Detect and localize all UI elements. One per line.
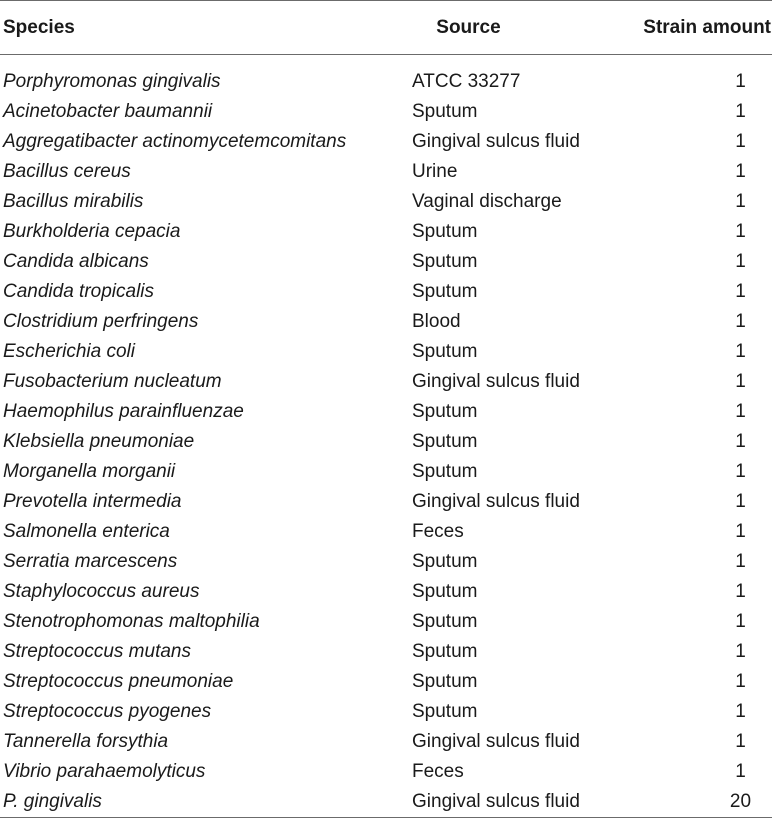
table-row xyxy=(0,727,772,757)
source-cell: Gingival sulcus fluid xyxy=(412,131,580,152)
strain-amount-cell: 1 xyxy=(735,701,746,722)
source-cell: Blood xyxy=(412,311,461,332)
species-cell: Serratia marcescens xyxy=(3,551,178,572)
strain-amount-cell: 1 xyxy=(735,341,746,362)
strain-amount-cell: 1 xyxy=(735,521,746,542)
table-row xyxy=(0,247,772,277)
table-row xyxy=(0,547,772,577)
table-row xyxy=(0,577,772,607)
species-cell: Tannerella forsythia xyxy=(3,731,169,752)
source-cell: Sputum xyxy=(412,431,478,452)
species-cell: Fusobacterium nucleatum xyxy=(3,371,222,392)
species-cell: Acinetobacter baumannii xyxy=(3,101,213,122)
table-row xyxy=(0,757,772,787)
source-cell: Urine xyxy=(412,161,458,182)
strain-amount-cell: 1 xyxy=(735,491,746,512)
species-cell: Porphyromonas gingivalis xyxy=(3,71,221,92)
table-row xyxy=(0,367,772,397)
source-cell: Sputum xyxy=(412,101,478,122)
table-row xyxy=(0,157,772,187)
strain-amount-cell: 1 xyxy=(735,101,746,122)
species-cell: Prevotella intermedia xyxy=(3,491,182,512)
species-cell: Candida albicans xyxy=(3,251,149,272)
species-cell: Morganella morganii xyxy=(3,461,176,482)
source-cell: Sputum xyxy=(412,641,478,662)
species-cell: Streptococcus pyogenes xyxy=(3,701,212,722)
source-cell: Gingival sulcus fluid xyxy=(412,371,580,392)
strain-amount-cell: 1 xyxy=(735,611,746,632)
species-cell: Candida tropicalis xyxy=(3,281,155,302)
strain-amount-cell: 1 xyxy=(735,251,746,272)
table-row xyxy=(0,487,772,517)
strain-amount-cell: 1 xyxy=(735,131,746,152)
strain-amount-cell: 1 xyxy=(735,161,746,182)
source-cell: Gingival sulcus fluid xyxy=(412,491,580,512)
table-row xyxy=(0,277,772,307)
table-row xyxy=(0,397,772,427)
strain-amount-cell: 1 xyxy=(735,221,746,242)
strain-amount-cell: 1 xyxy=(735,71,746,92)
table-row xyxy=(0,457,772,487)
strain-amount-cell: 1 xyxy=(735,551,746,572)
table-row xyxy=(0,217,772,247)
species-cell: Streptococcus mutans xyxy=(3,641,191,662)
species-cell: Klebsiella pneumoniae xyxy=(3,431,195,452)
species-cell: Vibrio parahaemolyticus xyxy=(3,761,206,782)
source-cell: Gingival sulcus fluid xyxy=(412,731,580,752)
table-row xyxy=(0,307,772,337)
strain-amount-cell: 1 xyxy=(735,401,746,422)
species-cell: Escherichia coli xyxy=(3,341,135,362)
header-strain-amount: Strain amount xyxy=(619,1,772,55)
source-cell: ATCC 33277 xyxy=(412,71,521,92)
species-cell: Staphylococcus aureus xyxy=(3,581,200,602)
source-cell: Sputum xyxy=(412,581,478,602)
source-cell: Gingival sulcus fluid xyxy=(412,787,619,818)
strain-amount-cell: 1 xyxy=(735,191,746,212)
table-row xyxy=(0,517,772,547)
header-source: Source xyxy=(412,1,619,55)
header-species: Species xyxy=(0,1,412,55)
table-header xyxy=(0,1,772,55)
strain-amount-cell: 1 xyxy=(735,731,746,752)
table-body xyxy=(0,55,772,818)
source-cell: Feces xyxy=(412,761,464,782)
strain-amount-cell: 1 xyxy=(735,641,746,662)
species-cell: Haemophilus parainfluenzae xyxy=(3,401,244,422)
source-cell: Sputum xyxy=(412,611,478,632)
strain-amount-cell: 1 xyxy=(735,371,746,392)
source-cell: Sputum xyxy=(412,251,478,272)
species-cell: Salmonella enterica xyxy=(3,521,170,542)
strain-amount-cell: 1 xyxy=(735,311,746,332)
strain-amount-cell: 20 xyxy=(619,787,772,818)
source-cell: Sputum xyxy=(412,341,478,362)
source-cell: Sputum xyxy=(412,281,478,302)
table-row xyxy=(0,697,772,727)
source-cell: Sputum xyxy=(412,461,478,482)
table-row xyxy=(0,667,772,697)
species-cell: Bacillus cereus xyxy=(3,161,131,182)
table-row xyxy=(0,427,772,457)
table-row xyxy=(0,787,772,818)
species-cell: Streptococcus pneumoniae xyxy=(3,671,234,692)
source-cell: Sputum xyxy=(412,701,478,722)
strain-amount-cell: 1 xyxy=(735,761,746,782)
table-row xyxy=(0,637,772,667)
species-cell: Aggregatibacter actinomycetemcomitans xyxy=(3,131,347,152)
source-cell: Sputum xyxy=(412,221,478,242)
table-row xyxy=(0,187,772,217)
species-cell: Stenotrophomonas maltophilia xyxy=(3,611,260,632)
source-cell: Feces xyxy=(412,521,464,542)
strain-amount-cell: 1 xyxy=(735,431,746,452)
table-row xyxy=(0,55,772,98)
strain-amount-cell: 1 xyxy=(735,461,746,482)
source-cell: Vaginal discharge xyxy=(412,191,562,212)
species-cell: P. gingivalis xyxy=(0,787,412,818)
table-row xyxy=(0,127,772,157)
source-cell: Sputum xyxy=(412,401,478,422)
source-cell: Sputum xyxy=(412,671,478,692)
strain-amount-cell: 1 xyxy=(735,671,746,692)
species-cell: Bacillus mirabilis xyxy=(3,191,144,212)
table-row xyxy=(0,607,772,637)
header-row xyxy=(0,1,772,55)
species-cell: Burkholderia cepacia xyxy=(3,221,181,242)
table-row xyxy=(0,97,772,127)
table-row xyxy=(0,337,772,367)
species-cell: Clostridium perfringens xyxy=(3,311,199,332)
strain-amount-cell: 1 xyxy=(735,281,746,302)
strain-amount-cell: 1 xyxy=(735,581,746,602)
source-cell: Sputum xyxy=(412,551,478,572)
